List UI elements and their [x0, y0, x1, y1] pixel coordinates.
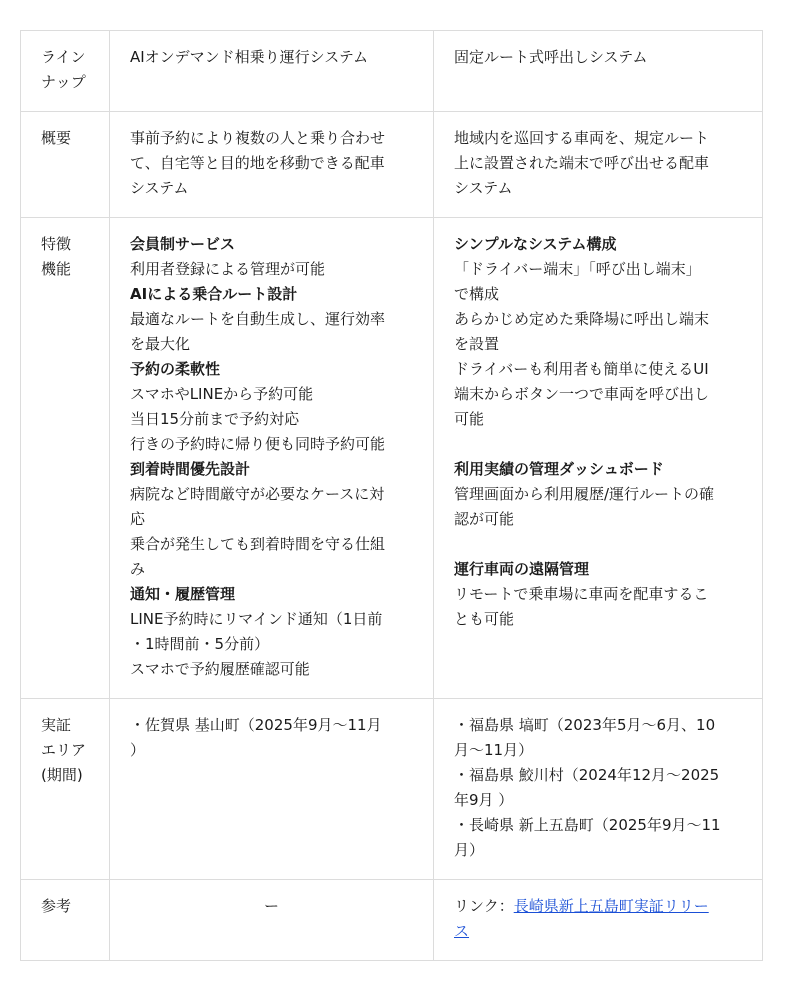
comparison-table — [20, 30, 763, 961]
feature-heading: 通知・履歴管理 — [130, 585, 236, 603]
row-lineup — [21, 31, 763, 112]
feature-detail: LINE予約時にリマインド通知（1日前 — [130, 610, 383, 628]
feature-detail: 管理画面から利用履歴/運行ルートの確 — [454, 485, 715, 503]
row-label-area — [21, 699, 110, 880]
cell-features-ai — [110, 218, 434, 699]
feature-detail: 病院など時間厳守が必要なケースに対 — [130, 485, 385, 503]
feature-detail: 応 — [130, 510, 146, 528]
link-prefix: リンク： — [454, 897, 514, 915]
text-line: 年9月 ） — [454, 791, 514, 809]
feature-detail: 「ドライバー端末」「呼び出し端末」 — [454, 260, 701, 278]
feature-detail: スマホやLINEから予約可能 — [130, 385, 314, 403]
cell-lineup-ai: AIオンデマンド相乗り運行システム — [110, 31, 434, 112]
row-label-lineup — [21, 31, 110, 112]
text-line: ・佐賀県 基山町（2025年9月〜11月 — [130, 716, 382, 734]
text-line: 月） — [454, 841, 485, 859]
cell-overview-ai — [110, 112, 434, 218]
row-label-line: ライン — [41, 48, 86, 66]
feature-heading: AIによる乗合ルート設計 — [130, 285, 298, 303]
feature-detail: ・1時間前・5分前） — [130, 635, 270, 653]
feature-heading: 到着時間優先設計 — [130, 460, 251, 478]
feature-heading: シンプルなシステム構成 — [454, 235, 617, 253]
feature-detail: 端末からボタン一つで車両を呼び出し — [454, 385, 710, 403]
text-line: ・長崎県 新上五島町（2025年9月〜11 — [454, 816, 721, 834]
feature-detail: を設置 — [454, 335, 500, 353]
feature-detail: で構成 — [454, 285, 500, 303]
row-label-features — [21, 218, 110, 699]
feature-detail: リモートで乗車場に車両を配車するこ — [454, 585, 709, 603]
feature-heading: 利用実績の管理ダッシュボード — [454, 460, 664, 478]
feature-detail: を最大化 — [130, 335, 191, 353]
feature-detail: 可能 — [454, 410, 485, 428]
feature-detail: ドライバーも利用者も簡単に使えるUI — [454, 360, 709, 378]
row-label-line: 特徴 — [41, 235, 72, 253]
text-line: 上に設置された端末で呼び出せる配車 — [454, 154, 710, 172]
feature-detail: 認が可能 — [454, 510, 515, 528]
cell-area-ai — [110, 699, 434, 880]
row-label-line: 実証 — [41, 716, 72, 734]
text-line: て、自宅等と目的地を移動できる配車 — [130, 154, 385, 172]
cell-area-fixed — [434, 699, 763, 880]
feature-detail: 行きの予約時に帰り便も同時予約可能 — [130, 435, 386, 453]
feature-detail: 利用者登録による管理が可能 — [130, 260, 326, 278]
feature-heading: 会員制サービス — [130, 235, 236, 253]
cell-reference-fixed — [434, 880, 763, 961]
feature-detail: 最適なルートを自動生成し、運行効率 — [130, 310, 386, 328]
text-line: ・福島県 塙町（2023年5月〜6月、10 — [454, 716, 716, 734]
cell-reference-ai: ー — [110, 880, 434, 961]
feature-heading: 運行車両の遠隔管理 — [454, 560, 590, 578]
row-label-reference: 参考 — [21, 880, 110, 961]
text-line: システム — [130, 179, 189, 197]
row-overview — [21, 112, 763, 218]
text-line: ） — [130, 741, 146, 759]
row-features — [21, 218, 763, 699]
feature-detail: 乗合が発生しても到着時間を守る仕組 — [130, 535, 386, 553]
row-area — [21, 699, 763, 880]
row-label-line: 機能 — [41, 260, 72, 278]
row-label-line: ナップ — [41, 73, 86, 91]
text-line: システム — [454, 179, 513, 197]
feature-detail: 当日15分前まで予約対応 — [130, 410, 300, 428]
cell-features-fixed — [434, 218, 763, 699]
feature-detail: み — [130, 560, 146, 578]
row-label-overview: 概要 — [21, 112, 110, 218]
blank-line — [454, 432, 742, 457]
text-line: 月〜11月） — [454, 741, 534, 759]
text-line: 事前予約により複数の人と乗り合わせ — [130, 129, 386, 147]
row-label-line: (期間) — [41, 766, 83, 784]
row-reference — [21, 880, 763, 961]
cell-lineup-fixed: 固定ルート式呼出しシステム — [434, 31, 763, 112]
feature-detail: スマホで予約履歴確認可能 — [130, 660, 310, 678]
blank-line — [454, 532, 742, 557]
text-line: 地域内を巡回する車両を、規定ルート — [454, 129, 710, 147]
feature-detail: あらかじめ定めた乗降場に呼出し端末 — [454, 310, 710, 328]
feature-detail: とも可能 — [454, 610, 515, 628]
link-text[interactable]: ス — [454, 922, 470, 940]
cell-overview-fixed — [434, 112, 763, 218]
feature-heading: 予約の柔軟性 — [130, 360, 221, 378]
link-text[interactable]: 長崎県新上五島町実証リリー — [513, 897, 709, 915]
text-line: ・福島県 鮫川村（2024年12月〜2025 — [454, 766, 720, 784]
row-label-line: エリア — [41, 741, 87, 759]
